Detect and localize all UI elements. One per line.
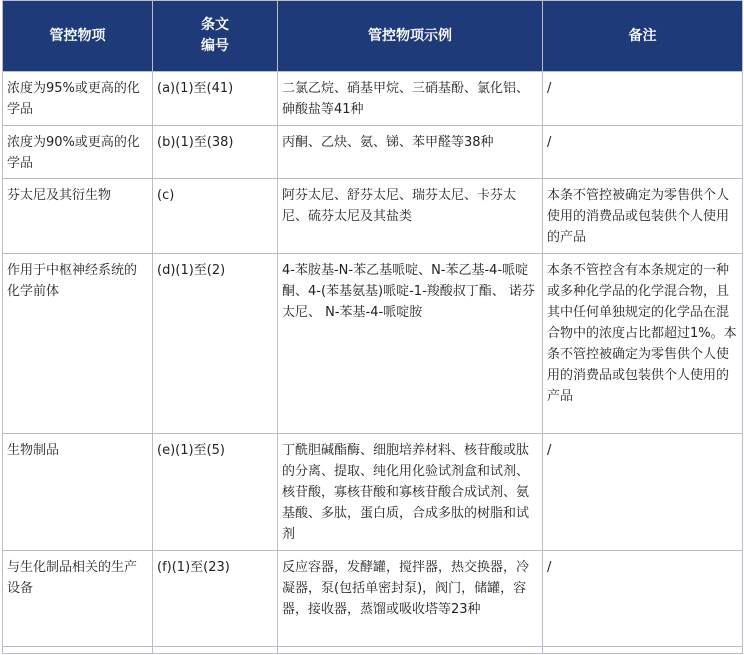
- cell-empty: [543, 647, 743, 654]
- cell-empty: [3, 647, 153, 654]
- cell-examples: 阿芬太尼、舒芬太尼、瑞芬太尼、卡芬太尼、硫芬太尼及其盐类: [278, 179, 543, 254]
- cell-empty: [278, 647, 543, 654]
- cell-notes: 本条不管控含有本条规定的一种或多种化学品的化学混合物，且其中任何单独规定的化学品在混合物中的浓度占比都超过1%。本条不管控被确定为零售供个人使用的消费品或包装供个人使用的产品: [543, 254, 743, 434]
- cell-item: 生物制品: [3, 434, 153, 551]
- controlled-items-table: [2, 0, 743, 654]
- cell-item: 浓度为95%或更高的化学品: [3, 72, 153, 126]
- table-row: [3, 179, 743, 254]
- cell-clause: (c): [153, 179, 278, 254]
- table-row: [3, 126, 743, 179]
- header-notes: 备注: [543, 1, 743, 72]
- header-item: 管控物项: [3, 1, 153, 72]
- cell-item: 与生化制品相关的生产设备: [3, 551, 153, 647]
- table-row-cutoff: [3, 647, 743, 654]
- cell-notes: /: [543, 72, 743, 126]
- cell-clause: (e)(1)至(5): [153, 434, 278, 551]
- header-clause-line1: 条文: [201, 17, 229, 33]
- cell-notes: /: [543, 551, 743, 647]
- cell-item: 作用于中枢神经系统的化学前体: [3, 254, 153, 434]
- cell-examples: 丙酮、乙炔、氨、锑、苯甲醛等38种: [278, 126, 543, 179]
- cell-clause: (a)(1)至(41): [153, 72, 278, 126]
- table-row: [3, 254, 743, 434]
- cell-notes: 本条不管控被确定为零售供个人使用的消费品或包装供个人使用的产品: [543, 179, 743, 254]
- cell-examples: 4-苯胺基-N-苯乙基哌啶、N-苯乙基-4-哌啶酮、4-(苯基氨基)哌啶-1-羧酸叔丁酯、 诺芬太尼、 N-苯基-4-哌啶胺: [278, 254, 543, 434]
- header-clause-line2: 编号: [201, 38, 229, 54]
- cell-examples: 丁酰胆碱酯酶、细胞培养材料、核苷酸或肽的分离、提取、纯化用化验试剂盒和试剂、核苷酸，寡核苷酸和寡核苷酸合成试剂、氨基酸、多肽，蛋白质，合成多肽的树脂和试剂: [278, 434, 543, 551]
- cell-clause: (f)(1)至(23): [153, 551, 278, 647]
- cell-examples: 反应容器，发酵罐，搅拌器，热交换器，冷凝器，泵(包括单密封泵)，阀门，储罐，容器，接收器，蒸馏或吸收塔等23种: [278, 551, 543, 647]
- table-row: [3, 434, 743, 551]
- table-header-row: [3, 1, 743, 72]
- cell-clause: (d)(1)至(2): [153, 254, 278, 434]
- cell-item: 浓度为90%或更高的化学品: [3, 126, 153, 179]
- cell-empty: [153, 647, 278, 654]
- table-row: [3, 551, 743, 647]
- header-examples: 管控物项示例: [278, 1, 543, 72]
- cell-notes: /: [543, 434, 743, 551]
- cell-notes: /: [543, 126, 743, 179]
- cell-clause: (b)(1)至(38): [153, 126, 278, 179]
- cell-examples: 二氯乙烷、硝基甲烷、三硝基酚、氯化铝、砷酸盐等41种: [278, 72, 543, 126]
- table-row: [3, 72, 743, 126]
- cell-item: 芬太尼及其衍生物: [3, 179, 153, 254]
- header-clause: [153, 1, 278, 72]
